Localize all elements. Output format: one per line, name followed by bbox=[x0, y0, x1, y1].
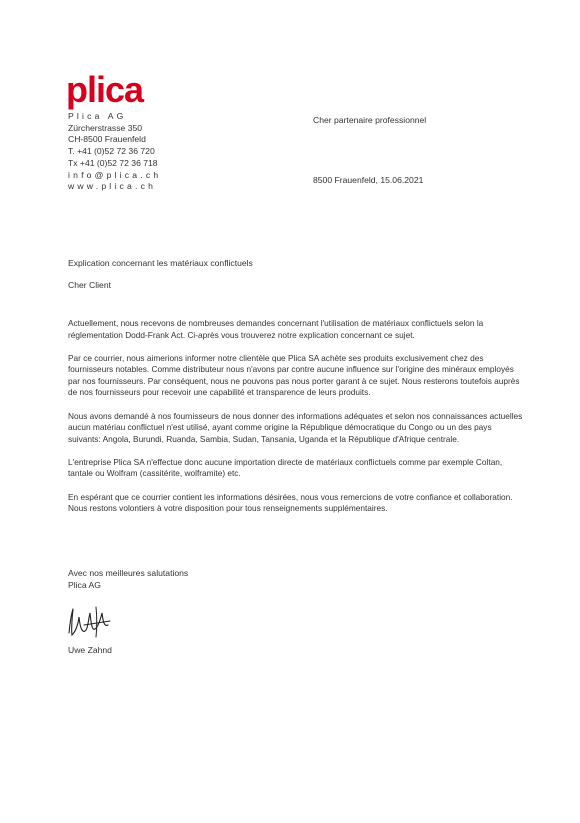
closing-greeting: Avec nos meilleures salutations bbox=[68, 568, 189, 578]
paragraph: L'entreprise Plica SA n'effectue donc aucune importation directe de matériaux conflictuels comme par exemple Coltan, tantale ou Wolfram (cassitérite, wolframite) etc. bbox=[68, 456, 503, 479]
paragraph: Actuellement, nous recevons de nombreuses demandes concernant l'utilisation de matériaux conflictuels selon la réglementation Dodd-Frank Act. Ci-après vous trouverez notre explication concernant ce sujet. bbox=[68, 318, 484, 340]
paragraph: En espérant que ce courrier contient les informations désirées, nous vous remercions de votre confiance et collaboration. Nous restons volontiers à votre disposition pour tous renseignements supplémentaires. bbox=[68, 491, 513, 514]
sender-address bbox=[68, 111, 161, 193]
sender-web: www.plica.ch bbox=[68, 181, 157, 192]
recipient: Cher partenaire professionnel bbox=[313, 115, 427, 125]
salutation: Cher Client bbox=[68, 280, 111, 290]
sender-phone: T. +41 (0)52 72 36 720 bbox=[68, 146, 155, 157]
sender-company: Plica AG bbox=[68, 111, 127, 121]
closing-company: Plica AG bbox=[68, 579, 101, 590]
handwritten-signature bbox=[66, 603, 114, 643]
plica-logo: plica bbox=[66, 69, 144, 110]
sender-street: Zürcherstrasse 350 bbox=[68, 122, 143, 133]
letter-date: 8500 Frauenfeld, 15.06.2021 bbox=[313, 175, 424, 185]
letter-subject: Explication concernant les matériaux conflictuels bbox=[68, 258, 253, 268]
signer-name: Uwe Zahnd bbox=[68, 645, 112, 655]
sender-city: CH-8500 Frauenfeld bbox=[68, 134, 146, 145]
paragraph: Nous avons demandé à nos fournisseurs de nous donner des informations adéquates et selon nos connaissances actuelles aucun matériau conflictuel n'est utilisé, ayant comme origine la République démocratique du Congo ou un des pays suivants: Angola, Burundi, Ruanda, Sambia, Sudan, Tansania, Uganda et la République d'Afrique centrale. bbox=[68, 410, 523, 444]
paragraph: Par ce courrier, nous aimerions informer notre clientèle que Plica SA achète ses produits exclusivement chez des fournisseurs notables. Comme distributeur nous n'avons par contre aucune influence sur l'origine des minéraux employés par nos fournisseurs. Par conséquent, nous ne pouvons pas nous porter garant à ce sujet. Nous resterons toutefois auprès de nos fournisseurs pour recevoir une capabilité et transparence de leurs produits. bbox=[68, 352, 520, 398]
sender-fax: Tx +41 (0)52 72 36 718 bbox=[68, 157, 158, 168]
closing bbox=[68, 568, 188, 591]
sender-email: info@plica.ch bbox=[68, 169, 162, 180]
letter-body bbox=[68, 318, 523, 526]
